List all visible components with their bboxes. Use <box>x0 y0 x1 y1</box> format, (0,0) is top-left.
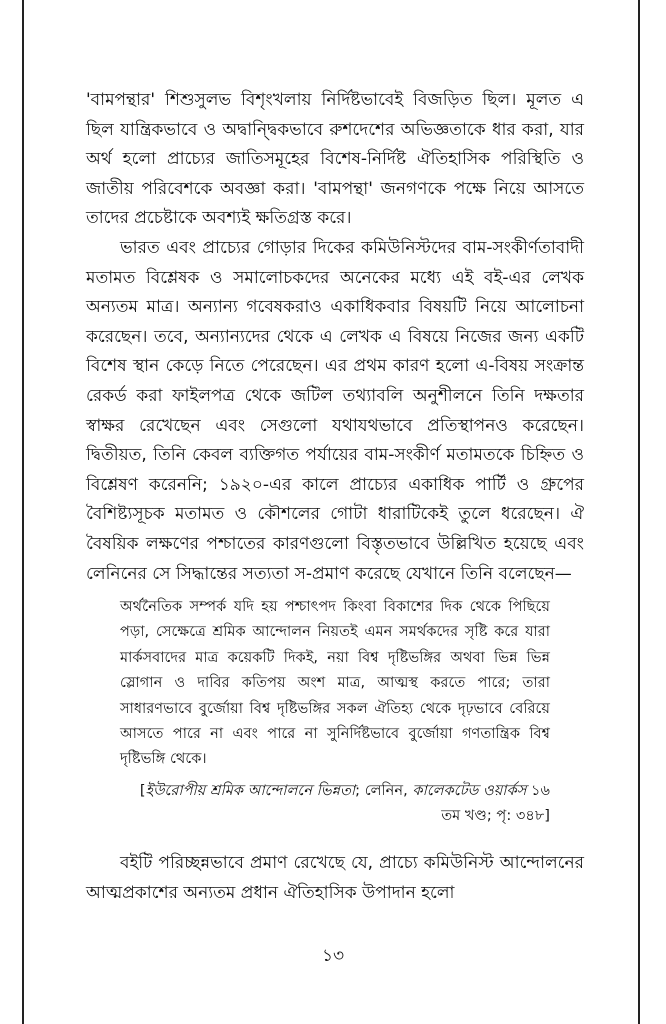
body-paragraph-1: 'বামপন্থার' শিশুসুলভ বিশৃংখলায় নির্দিষ্টভাবেই বিজড়িত ছিল। মূলত এ ছিল যান্ত্রিকভাবে ও অদ্বান্দ্বিকভাবে রুশদেশের অভিজ্ঞতাকে ধার করা, যার অর্থ হলো প্রাচ্যের জাতিসমূহের বিশেষ-নির্দিষ্ট ঐতিহাসিক পরিস্থিতি ও জাতীয় পরিবেশকে অবজ্ঞা করা। 'বামপন্থা' জনগণকে পক্ষে নিয়ে আসতে তাদের প্রচেষ্টাকে অবশ্যই ক্ষতিগ্রস্ত করে। <box>86 90 584 229</box>
body-paragraph-2: ভারত এবং প্রাচ্যের গোড়ার দিকের কমিউনিস্টদের বাম-সংকীর্ণতাবাদী মতামত বিশ্লেষক ও সমালোচকদের অনেকের মধ্যে এই বই-এর লেখক অন্যতম মাত্র। অন্যান্য গবেষকরাও একাধিকবার বিষয়টি নিয়ে আলোচনা করেছেন। তবে, অন্যান্যদের থেকে এ লেখক এ বিষয়ে নিজের জন্য একটি বিশেষ স্থান কেড়ে নিতে পেরেছেন। এর প্রথম কারণ হলো এ-বিষয় সংক্রান্ত রেকর্ড করা ফাইলপত্র থেকে জটিল তথ্যাবলি অনুশীলনে তিনি দক্ষতার স্বাক্ষর রেখেছেন এবং সেগুলো যথাযথভাবে প্রতিস্থাপনও করেছেন। দ্বিতীয়ত, তিনি কেবল ব্যক্তিগত পর্যায়ের বাম-সংকীর্ণ মতামতকে চিহ্নিত ও বিশ্লেষণ করেননি; ১৯২০-এর কালে প্রাচ্যের একাধিক পার্টি ও গ্রুপের বৈশিষ্ট্যসূচক মতামত ও কৌশলের গোটা ধারাটিকেই তুলে ধরেছেন। ঐ বৈষয়িক লক্ষণের পশ্চাতের কারণগুলো বিস্তৃতভাবে উল্লিখিত হয়েছে এবং লেনিনের সে সিদ্ধান্তের সত্যতা স-প্রমাণ করেছে যেখানে তিনি বলেছেন— <box>86 238 584 584</box>
citation-collection: কালেকটেড ওয়ার্কস <box>412 782 527 799</box>
citation-separator: ; লেনিন, <box>355 782 413 799</box>
quote-citation <box>130 778 550 829</box>
block-quote: অর্থনৈতিক সম্পর্ক যদি হয় পশ্চাৎপদ কিংবা বিকাশের দিক থেকে পিছিয়ে পড়া, সেক্ষেত্রে শ্রমিক আন্দোলন নিয়তই এমন সমর্থকদের সৃষ্টি করে যারা মার্কসবাদের মাত্র কয়েকটি দিকই, নয়া বিশ্ব দৃষ্টিভঙ্গির অথবা ভিন্ন ভিন্ন স্লোগান ও দাবির কতিপয় অংশ মাত্র, আত্মস্থ করতে পারে; তারা সাধারণভাবে বুর্জোয়া বিশ্ব দৃষ্টিভঙ্গির সকল ঐতিহ্য থেকে দৃঢ়ভাবে বেরিয়ে আসতে পারে না এবং পারে না সুনির্দিষ্টভাবে বুর্জোয়া গণতান্ত্রিক বিশ্ব দৃষ্টিভঙ্গি থেকে। <box>120 598 550 768</box>
page-number: ১৩ <box>321 946 345 966</box>
body-paragraph-3: বইটি পরিচ্ছন্নভাবে প্রমাণ রেখেছে যে, প্রাচ্যে কমিউনিস্ট আন্দোলনের আত্মপ্রকাশের অন্যতম প্রধান ঐতিহাসিক উপাদান হলো <box>86 853 584 903</box>
left-border-line <box>22 0 24 1024</box>
right-border-line <box>638 0 640 1024</box>
citation-volume-page: ১৬ তম খণ্ড; পৃ: ৩৪৮] <box>441 782 550 825</box>
citation-title: ইউরোপীয় শ্রমিক আন্দোলনে ভিন্নতা <box>145 782 356 799</box>
citation-open-bracket: [ <box>139 782 146 799</box>
